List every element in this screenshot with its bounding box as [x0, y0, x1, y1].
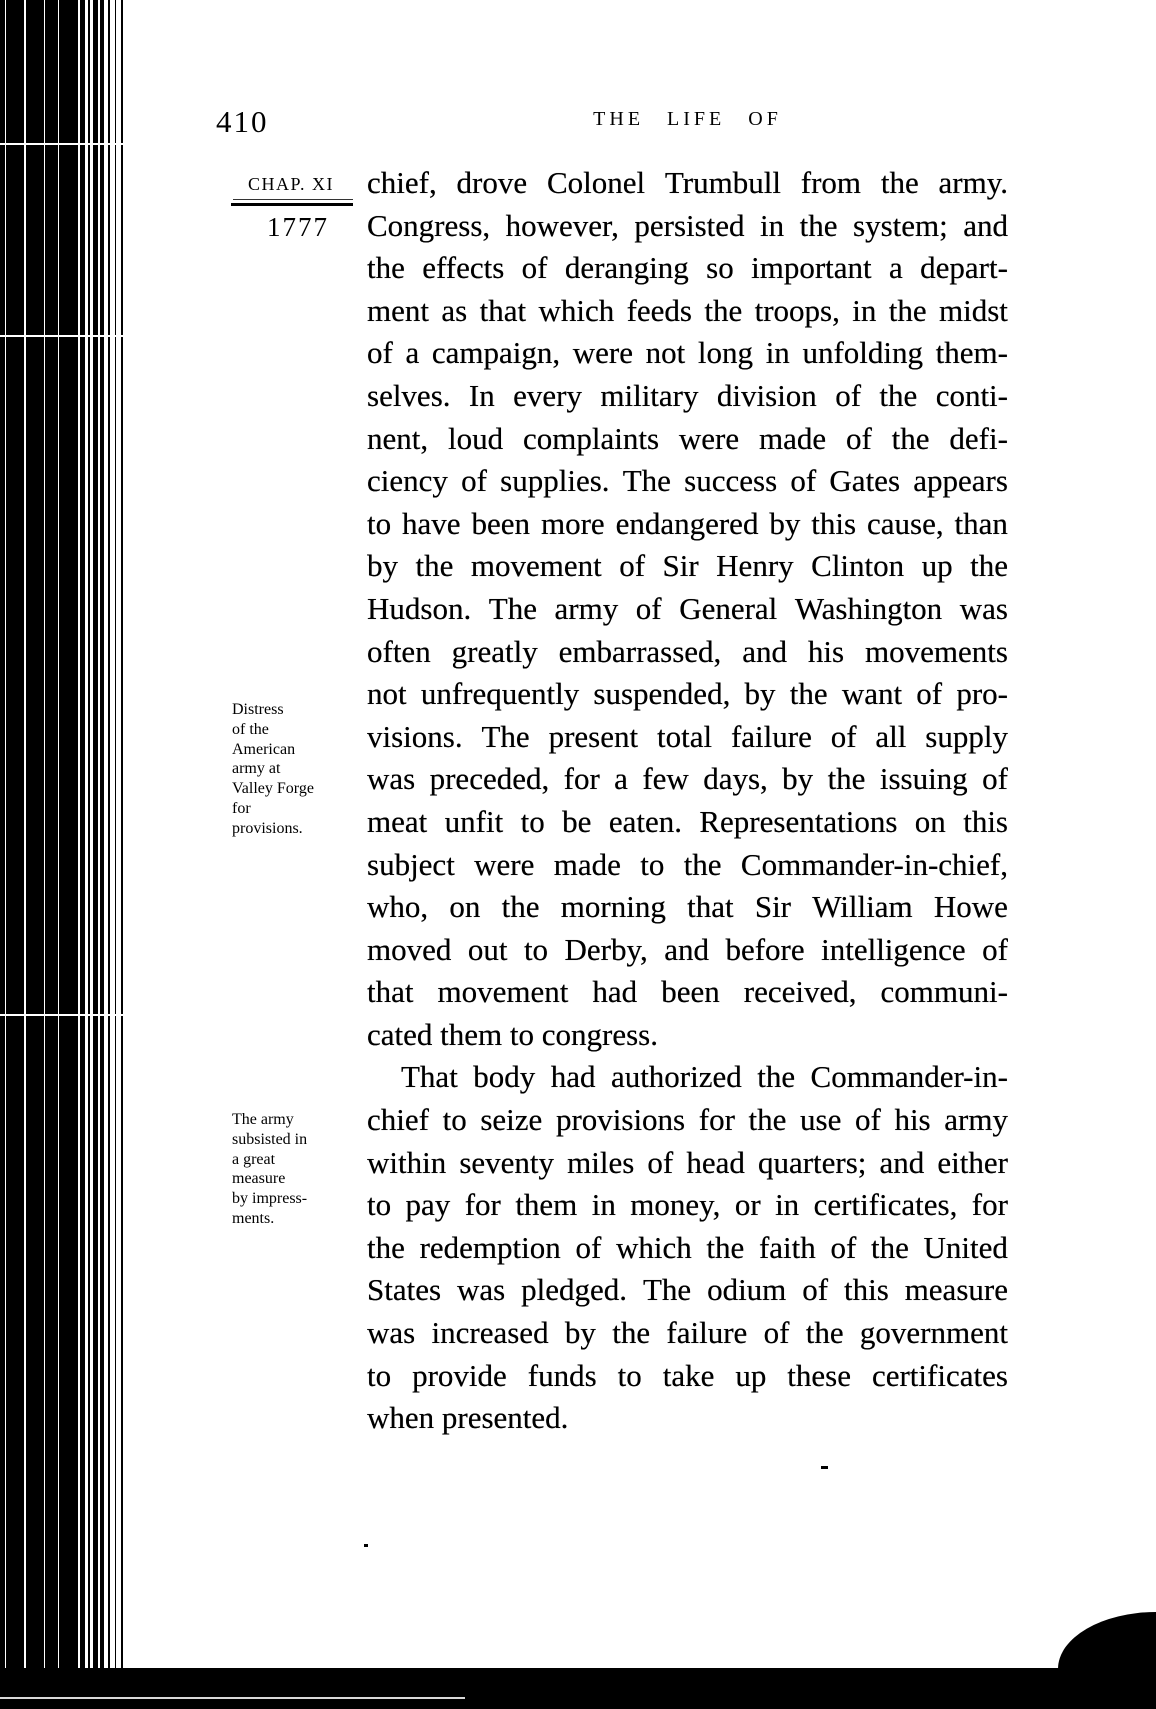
margin-note-line: Distress — [232, 701, 284, 718]
body-line: chief to seize provisions for the use of his army — [367, 1102, 1008, 1138]
body-line: cated them to congress. — [367, 1016, 658, 1052]
scan-band-hairline — [0, 1697, 465, 1699]
margin-note-line: ments. — [232, 1209, 275, 1227]
body-line: that movement had been received, communi- — [367, 974, 1008, 1010]
body-line: selves. In every military division of the conti- — [367, 377, 1008, 413]
scan-gutter-break — [0, 143, 133, 145]
margin-note-line: a great — [232, 1150, 276, 1168]
body-line: within seventy miles of head quarters; and either — [367, 1144, 1008, 1180]
running-title: THE LIFE OF — [593, 108, 782, 130]
scan-gutter-artifact — [78, 0, 106, 1709]
body-line: not unfrequently suspended, by the want of pro- — [367, 676, 1008, 712]
body-line: subject were made to the Commander-in-chief, — [367, 846, 1008, 882]
chapter-label: CHAP. XI — [248, 174, 335, 194]
margin-note-line: by impress- — [232, 1190, 308, 1208]
scan-gutter-artifact — [106, 0, 132, 1709]
scan-bottom-band-artifact — [0, 1668, 1156, 1709]
body-line: Congress, however, persisted in the system; and — [367, 207, 1008, 243]
margin-note-line: subsisted in — [232, 1130, 308, 1148]
margin-note-line: provisions. — [232, 819, 303, 837]
margin-note-distress — [232, 700, 357, 839]
margin-note-line: of the — [232, 720, 269, 738]
margin-note-line: Valley Forge — [232, 780, 314, 798]
body-line: meat unfit to be eaten. Representations on this — [367, 803, 1008, 839]
body-line: of a campaign, were not long in unfolding them- — [367, 335, 1008, 371]
body-line: was preceded, for a few days, by the issuing of — [367, 761, 1008, 797]
body-line: by the movement of Sir Henry Clinton up the — [367, 548, 1008, 584]
body-line: who, on the morning that Sir William Howe — [367, 889, 1008, 925]
body-line: States was pledged. The odium of this measure — [367, 1272, 1008, 1308]
scan-gutter-break — [0, 335, 133, 337]
scan-gutter-break — [0, 1014, 133, 1016]
margin-note-line: measure — [232, 1170, 286, 1188]
body-line: moved out to Derby, and before intelligence of — [367, 931, 1008, 967]
scan-bottom-curve-artifact — [1058, 1612, 1156, 1669]
body-line: visions. The present total failure of all supply — [367, 718, 1008, 754]
margin-note-line: for — [232, 799, 251, 817]
margin-note-impressments — [232, 1110, 357, 1229]
body-line: ment as that which feeds the troops, in the midst — [367, 292, 1008, 328]
chapter-year: 1777 — [267, 212, 329, 242]
body-line: often greatly embarrassed, and his movements — [367, 633, 1008, 669]
body-line: to provide funds to take up these certificates — [367, 1357, 1008, 1393]
body-line: nent, loud complaints were made of the defi- — [367, 420, 1008, 456]
body-line: to have been more endangered by this cause, than — [367, 505, 1008, 541]
body-line: the effects of deranging so important a depart- — [367, 250, 1008, 286]
page-number: 410 — [216, 104, 269, 139]
page-body-text — [367, 162, 1008, 1440]
margin-note-line: army at — [232, 760, 281, 778]
chapter-rule — [231, 203, 353, 206]
body-line: to pay for them in money, or in certificates, for — [367, 1187, 1008, 1223]
body-line: Hudson. The army of General Washington was — [367, 590, 1008, 626]
body-line: when presented. — [367, 1400, 569, 1436]
body-line: chief, drove Colonel Trumbull from the army. — [367, 165, 1008, 200]
chapter-rule — [233, 199, 353, 200]
body-line: That body had authorized the Commander-in- — [401, 1059, 1008, 1095]
body-line: was increased by the failure of the government — [367, 1315, 1008, 1351]
margin-note-line: American — [232, 740, 296, 758]
body-line: ciency of supplies. The success of Gates appears — [367, 463, 1008, 499]
scan-gutter-artifact — [0, 0, 78, 1709]
body-line: the redemption of which the faith of the United — [367, 1229, 1008, 1265]
ink-speck — [821, 1466, 828, 1469]
ink-speck — [364, 1544, 368, 1547]
margin-note-line: The army — [232, 1111, 294, 1128]
